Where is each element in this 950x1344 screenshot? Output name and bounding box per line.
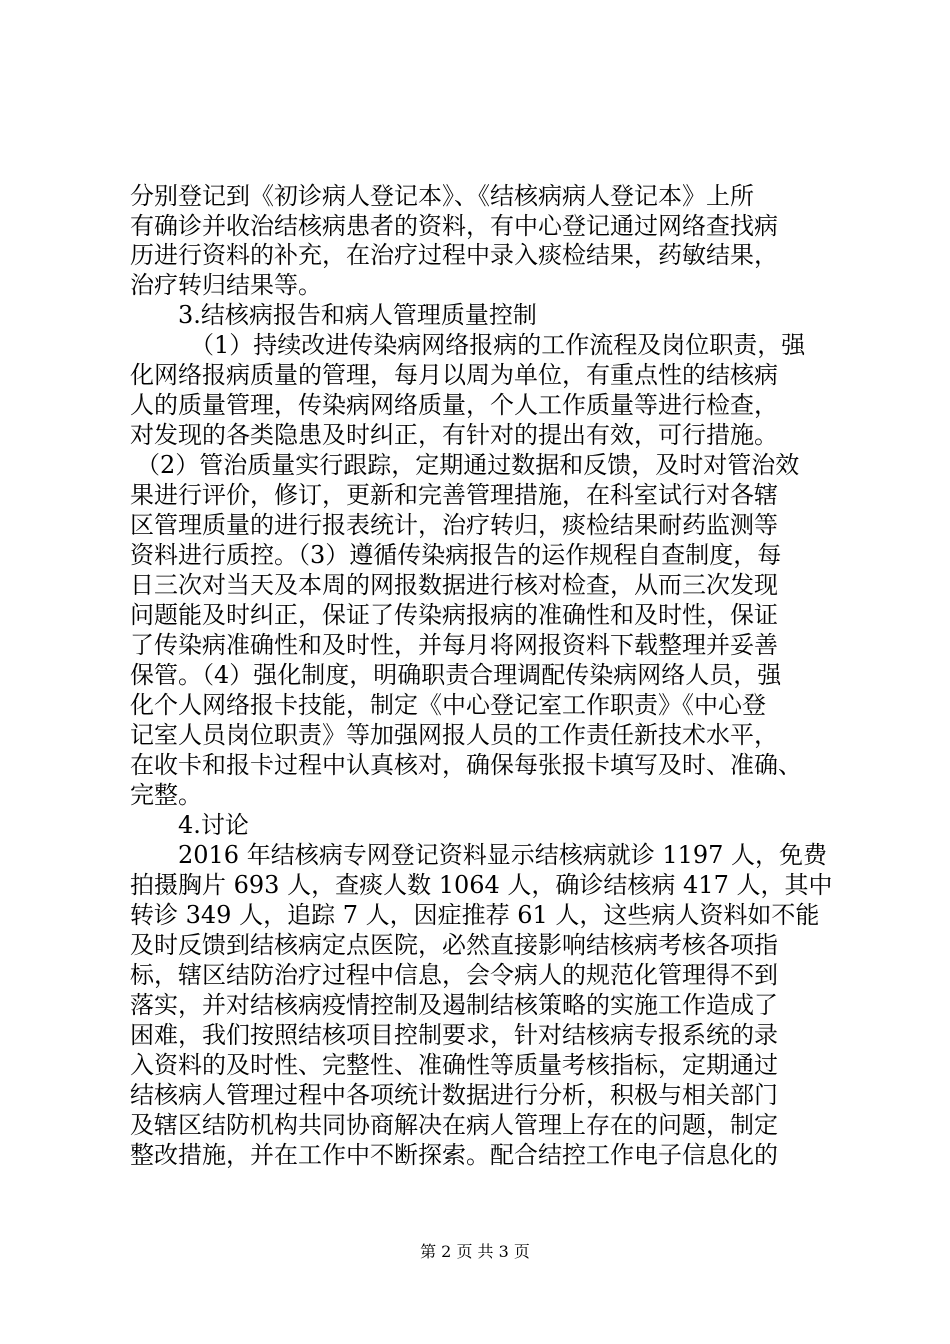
text-line: 转诊 349 人，追踪 7 人，因症推荐 61 人，这些病人资料如不能: [130, 901, 820, 929]
text-line: 困难，我们按照结核项目控制要求，针对结核病专报系统的录: [130, 1021, 778, 1049]
text-line: 了传染病准确性和及时性，并每月将网报资料下载整理并妥善: [130, 631, 778, 659]
text-line: 及辖区结防机构共同协商解决在病人管理上存在的问题，制定: [130, 1111, 778, 1139]
text-line: 在收卡和报卡过程中认真核对，确保每张报卡填写及时、准确、: [130, 751, 802, 779]
text-line: 落实，并对结核病疫情控制及遏制结核策略的实施工作造成了: [130, 991, 778, 1019]
page-footer: 第 2 页 共 3 页: [420, 1242, 530, 1261]
text-line: 化网络报病质量的管理，每月以周为单位，有重点性的结核病: [130, 361, 778, 389]
text-line: 问题能及时纠正，保证了传染病报病的准确性和及时性，保证: [130, 601, 778, 629]
section-heading: 3.结核病报告和病人管理质量控制: [178, 301, 537, 329]
text-line: 资料进行质控。（3）遵循传染病报告的运作规程自查制度，每: [130, 541, 782, 569]
text-line: 入资料的及时性、完整性、准确性等质量考核指标，定期通过: [130, 1051, 778, 1079]
text-line: 分别登记到《初诊病人登记本》、《结核病病人登记本》上所: [130, 182, 754, 210]
text-line: 拍摄胸片 693 人，查痰人数 1064 人，确诊结核病 417 人，其中: [130, 871, 833, 899]
text-line: 日三次对当天及本周的网报数据进行核对检查，从而三次发现: [130, 571, 778, 599]
section-heading: 4.讨论: [178, 811, 249, 839]
text-line: 果进行评价，修订，更新和完善管理措施，在科室试行对各辖: [130, 481, 778, 509]
text-line: 人的质量管理，传染病网络质量，个人工作质量等进行检查，: [130, 391, 778, 419]
text-line: 及时反馈到结核病定点医院，必然直接影响结核病考核各项指: [130, 931, 778, 959]
text-line: 整改措施，并在工作中不断探索。配合结控工作电子信息化的: [130, 1141, 778, 1169]
text-line: （1）持续改进传染病网络报病的工作流程及岗位职责，强: [190, 331, 806, 359]
text-line: 结核病人管理过程中各项统计数据进行分析，积极与相关部门: [130, 1081, 778, 1109]
text-line: 历进行资料的补充，在治疗过程中录入痰检结果，药敏结果，: [130, 241, 778, 269]
text-line: 对发现的各类隐患及时纠正，有针对的提出有效，可行措施。: [130, 421, 778, 449]
text-line: 有确诊并收治结核病患者的资料，有中心登记通过网络查找病: [130, 212, 778, 240]
text-line: 区管理质量的进行报表统计，治疗转归，痰检结果耐药监测等: [130, 511, 778, 539]
text-line: 2016 年结核病专网登记资料显示结核病就诊 1197 人，免费: [178, 841, 828, 869]
text-line: 化个人网络报卡技能，制定《中心登记室工作职责》《中心登: [130, 691, 766, 719]
text-line: 完整。: [130, 781, 202, 809]
text-line: 记室人员岗位职责》等加强网报人员的工作责任新技术水平，: [130, 721, 778, 749]
text-line: （2）管治质量实行跟踪，定期通过数据和反馈，及时对管治效: [136, 451, 800, 479]
text-line: 治疗转归结果等。: [130, 271, 322, 299]
text-line: 保管。（4）强化制度，明确职责合理调配传染病网络人员，强: [130, 661, 782, 689]
text-line: 标，辖区结防治疗过程中信息，会令病人的规范化管理得不到: [130, 961, 778, 989]
